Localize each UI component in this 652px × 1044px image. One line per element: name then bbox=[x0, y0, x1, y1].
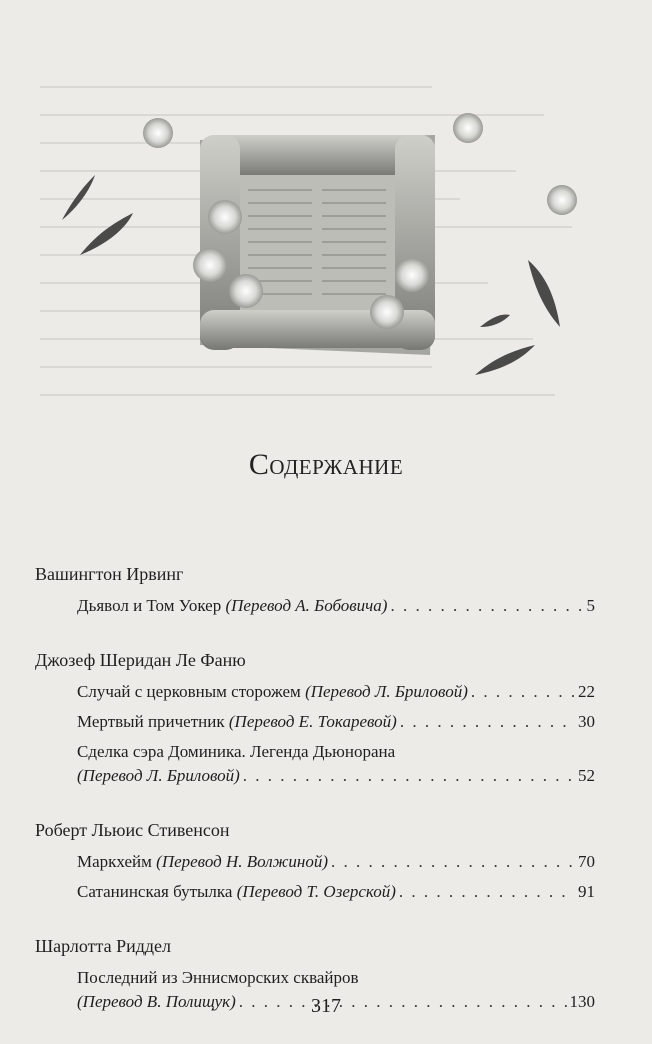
toc-entry[interactable] bbox=[77, 680, 595, 704]
entry-title-line bbox=[77, 880, 396, 904]
page-ref: 70 bbox=[578, 852, 595, 871]
page-ref: 22 bbox=[578, 682, 595, 701]
author-name: Шарлотта Риддел bbox=[35, 936, 172, 956]
author-name: Джозеф Шеридан Ле Фаню bbox=[35, 650, 246, 670]
toc-group-stevenson bbox=[35, 818, 595, 904]
translator-credit: (Перевод Е. Токаревой) bbox=[228, 712, 397, 731]
translator-credit: (Перевод Н. Волжиной) bbox=[156, 852, 329, 871]
page-ref: 130 bbox=[569, 992, 595, 1011]
dot-leader bbox=[331, 850, 575, 874]
table-of-contents bbox=[35, 562, 595, 1044]
page-ref: 30 bbox=[578, 712, 595, 731]
story-title[interactable]: Сделка сэра Доминика. Легенда Дьюнорана bbox=[77, 742, 396, 761]
dot-leader bbox=[400, 710, 575, 734]
toc-group-le-fanu bbox=[35, 648, 595, 788]
story-title: Дьявол и Том Уокер bbox=[77, 596, 222, 615]
parchment-candles-illustration bbox=[50, 95, 595, 395]
story-title: Маркхейм bbox=[77, 852, 152, 871]
dot-leader bbox=[243, 764, 575, 788]
author-name: Роберт Льюис Стивенсон bbox=[35, 820, 230, 840]
page-ref: 91 bbox=[578, 882, 595, 901]
page-title: Содержание bbox=[248, 448, 404, 481]
dot-leader bbox=[471, 680, 575, 704]
toc-entry[interactable] bbox=[77, 594, 595, 618]
story-title: Сатанинская бутылка bbox=[77, 882, 233, 901]
translator-credit: (Перевод А. Бобовича) bbox=[225, 596, 388, 615]
story-title[interactable]: Последний из Эннисморских сквайров bbox=[77, 968, 359, 987]
translator-credit: (Перевод Т. Озерской) bbox=[236, 882, 396, 901]
story-title: Случай с церковным сторожем bbox=[77, 682, 301, 701]
page-ref: 52 bbox=[578, 766, 595, 785]
translator-credit: (Перевод Л. Бриловой) bbox=[77, 766, 240, 785]
entry-title-line bbox=[77, 594, 387, 618]
toc-group-irving bbox=[35, 562, 595, 618]
toc-entry[interactable] bbox=[77, 850, 595, 874]
entry-title-line bbox=[77, 764, 240, 788]
page-ref: 5 bbox=[586, 596, 595, 615]
dot-leader bbox=[399, 880, 575, 904]
entry-title-line bbox=[77, 680, 468, 704]
translator-credit: (Перевод В. Полищук) bbox=[77, 992, 236, 1011]
translator-credit: (Перевод Л. Бриловой) bbox=[305, 682, 468, 701]
page-number: 317 bbox=[311, 995, 341, 1017]
toc-entry[interactable] bbox=[77, 710, 595, 734]
toc-entry[interactable] bbox=[77, 764, 595, 788]
toc-entry[interactable] bbox=[77, 880, 595, 904]
story-title: Мертвый причетник bbox=[77, 712, 225, 731]
dot-leader bbox=[390, 594, 583, 618]
entry-title-line bbox=[77, 850, 328, 874]
author-name: Вашингтон Ирвинг bbox=[35, 564, 184, 584]
entry-title-line bbox=[77, 710, 397, 734]
